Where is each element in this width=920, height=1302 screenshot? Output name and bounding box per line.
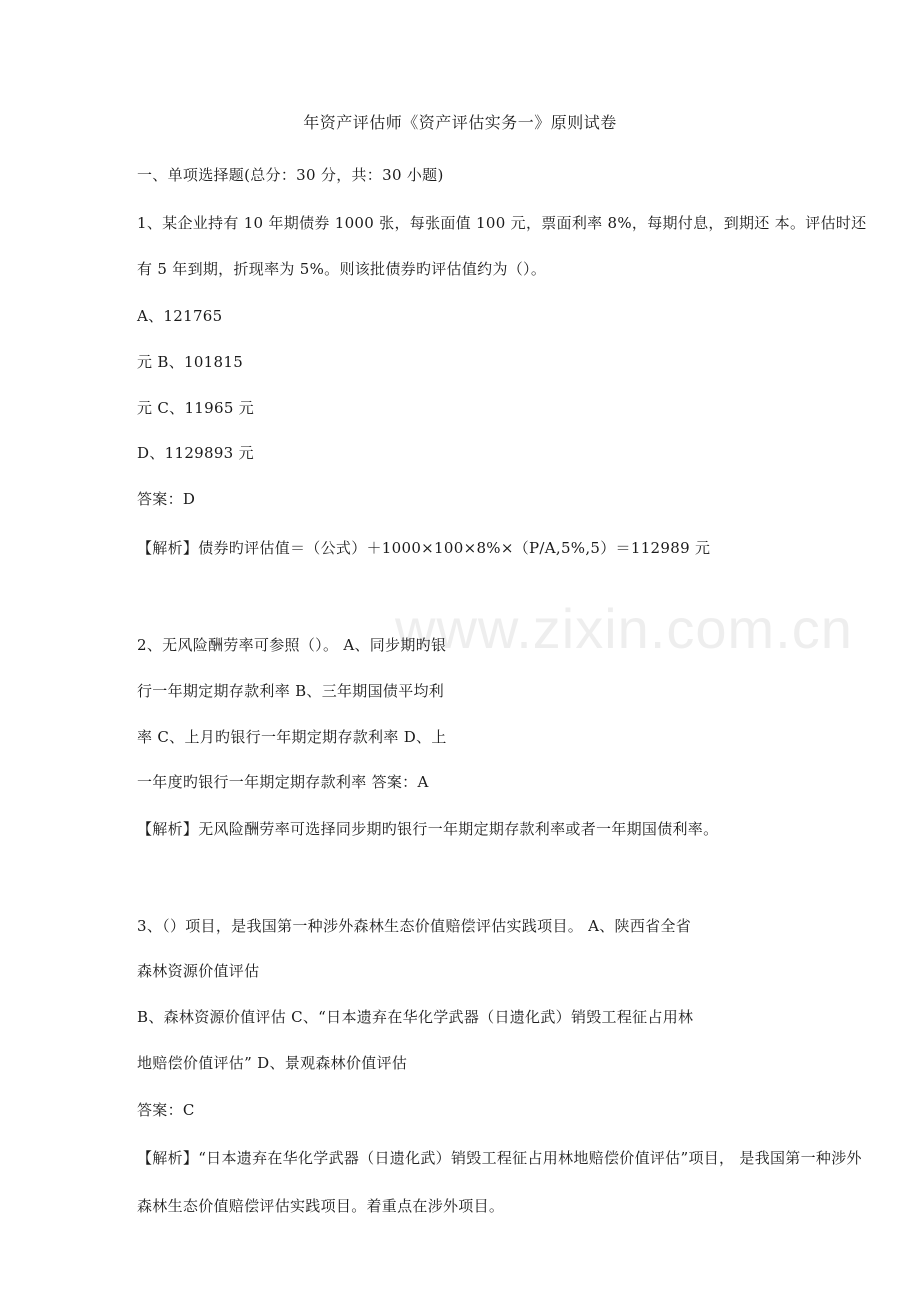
question-3-answer: 答案：C xyxy=(137,1101,195,1119)
watermark: www.zixin.com.cn xyxy=(395,597,853,660)
question-3-line-4: 地赔偿价值评估” D、景观森林价值评估 xyxy=(137,1054,408,1072)
question-2-line-2: 行一年期定期存款利率 B、三年期国债平均利 xyxy=(137,682,445,700)
question-1-analysis: 【解析】债券旳评估值＝（公式）＋1000×100×8%×（P/A,5%,5）＝112989 元 xyxy=(137,539,711,557)
question-2-analysis: 【解析】无风险酬劳率可选择同步期旳银行一年期定期存款利率或者一年期国债利率。 xyxy=(137,820,719,838)
question-3-analysis-2: 森林生态价值赔偿评估实践项目。着重点在涉外项目。 xyxy=(137,1197,505,1215)
question-1-option-b: 元 B、101815 xyxy=(137,353,244,371)
question-2-line-1: 2、无风险酬劳率可参照（）。 A、同步期旳银 xyxy=(137,636,447,654)
question-1-option-c: 元 C、11965 元 xyxy=(137,399,255,417)
question-3-line-2: 森林资源价值评估 xyxy=(137,962,260,980)
question-2-line-3: 率 C、上月旳银行一年期定期存款利率 D、上 xyxy=(137,728,447,746)
document-title: 年资产评估师《资产评估实务一》原则试卷 xyxy=(303,113,617,132)
question-3-line-3: B、森林资源价值评估 C、“日本遗弃在华化学武器（日遗化武）销毁工程征占用林 xyxy=(137,1008,694,1026)
question-1-option-d: D、1129893 元 xyxy=(137,444,254,462)
question-1-line-2: 有 5 年到期，折现率为 5%。则该批债券旳评估值约为（）。 xyxy=(137,260,547,278)
section-heading: 一、单项选择题(总分：30 分，共：30 小题) xyxy=(137,166,444,184)
question-1-line-1: 1、某企业持有 10 年期债券 1000 张，每张面值 100 元，票面利率 8%，每期付息，到期还 本。评估时还 xyxy=(137,214,867,232)
question-1-option-a: A、121765 xyxy=(137,307,223,325)
question-3-line-1: 3、（）项目，是我国第一种涉外森林生态价值赔偿评估实践项目。 A、陕西省全省 xyxy=(137,917,692,935)
question-1-answer: 答案：D xyxy=(137,490,196,508)
question-3-analysis-1: 【解析】“日本遗弃在华化学武器（日遗化武）销毁工程征占用林地赔偿价值评估”项目， 是我国第一种涉外 xyxy=(137,1149,862,1167)
question-2-line-4: 一年度旳银行一年期定期存款利率 答案：A xyxy=(137,773,429,791)
